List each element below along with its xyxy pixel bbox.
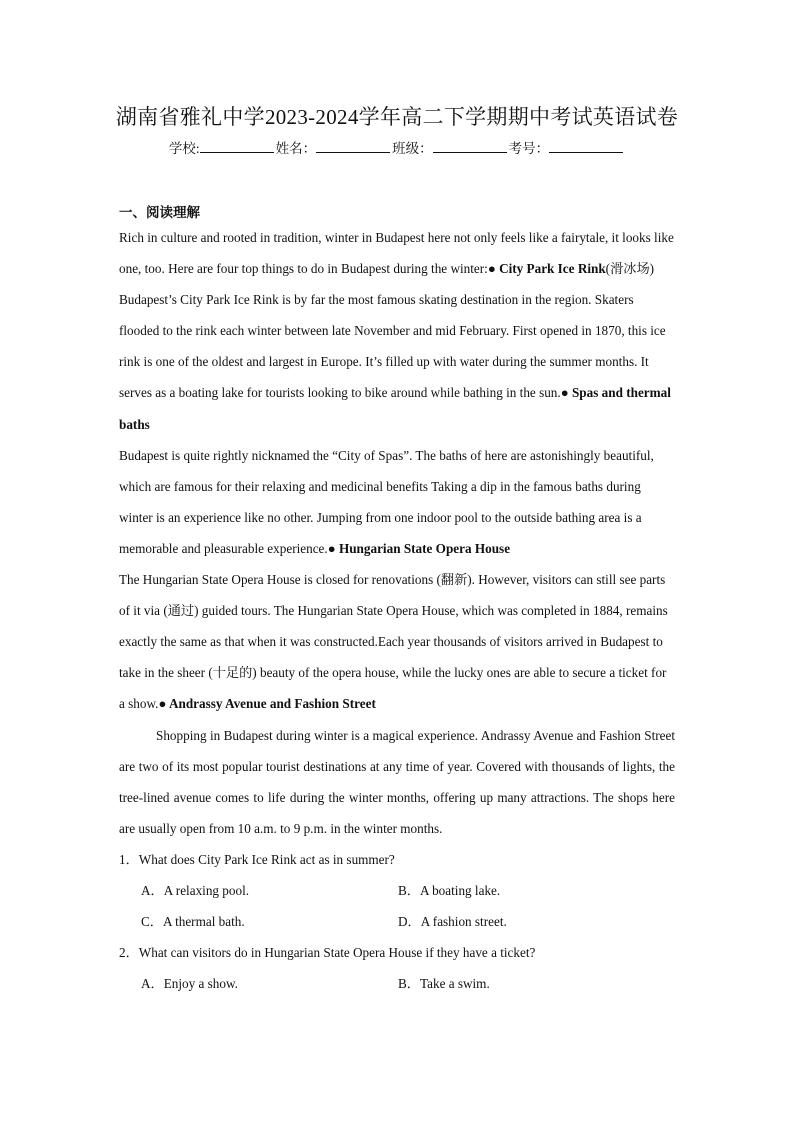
exam-number-label: 考号： — [508, 141, 550, 156]
school-label: 学校: — [168, 141, 200, 156]
question-1-options-row-1 — [119, 875, 675, 906]
passage-paragraph-3 — [119, 564, 675, 719]
question-2-option-a[interactable]: A．Enjoy a show. — [141, 976, 238, 992]
page-title: 湖南省雅礼中学2023-2024学年高二下学期期中考试英语试卷 — [115, 105, 679, 129]
passage-paragraph-4: Shopping in Budapest during winter is a magical experience. Andrassy Avenue and Fashion Street are two of its most popular tourist destinations at any time of year. Covered with thousands of lights, the tree-lined avenue comes to life during the winter months, offering up many attractions. The shops here are usually open from 10 a.m. to 9 p.m. in the winter months. — [119, 727, 675, 836]
exam-number-blank[interactable] — [549, 139, 623, 153]
name-blank[interactable] — [316, 139, 390, 153]
passage-paragraph-1 — [119, 284, 675, 439]
paragraph-opera: The Hungarian State Opera House is closed for renovations (翻新). However, visitors can still see parts of it via (通过) guided tours. The Hungarian State Opera House, which was completed in 1884, remains exactly the same as that when it was constructed.Each year thousands of visitors arrived in Budapest to take in the sheer (十足的) beauty of the opera house, while the lucky ones are able to secure a ticket for a show. — [119, 572, 668, 712]
question-2-options-row-1 — [119, 968, 675, 999]
name-label: 姓名： — [275, 141, 317, 156]
student-info-line — [0, 137, 794, 157]
heading-opera-house: ● Hungarian State Opera House — [327, 540, 511, 556]
question-1-stem: 1．What does City Park Ice Rink act as in summer? — [119, 851, 395, 867]
question-1-option-d[interactable]: D．A fashion street. — [398, 914, 507, 930]
school-blank[interactable] — [200, 139, 274, 153]
paragraph-spas: Budapest is quite rightly nicknamed the “City of Spas”. The baths of here are astonishingly beautiful, which are famous for their relaxing and medicinal benefits Taking a dip in the famous baths during winter is an experience like no other. Jumping from one indoor pool to the outside bathing area is a memorable and pleasurable experience. — [119, 447, 654, 556]
question-2-option-b[interactable]: B．Take a swim. — [398, 976, 490, 992]
question-1-option-b[interactable]: B．A boating lake. — [398, 882, 501, 898]
section-heading: 一、阅读理解 — [119, 205, 200, 220]
question-1-option-a[interactable]: A．A relaxing pool. — [141, 882, 250, 898]
paragraph-ice-rink: Budapest’s City Park Ice Rink is by far the most famous skating destination in the region. Skaters flooded to the rink each winter between late November and mid February. First opened in 1870, this ice rink is one of the oldest and largest in Europe. It’s filled up with water during the summer months. It serves as a boating lake for tourists looking to bike around while bathing in the sun. — [119, 292, 666, 401]
passage-paragraph-intro — [119, 222, 675, 284]
heading-spas: ● Spas and thermal baths — [119, 385, 671, 432]
heading-city-park-ice-rink: ● City Park Ice Rink — [487, 261, 606, 277]
question-1-option-c[interactable]: C．A thermal bath. — [141, 914, 245, 930]
question-1-options-row-2 — [119, 906, 675, 937]
question-2-stem: 2．What can visitors do in Hungarian State Opera House if they have a ticket? — [119, 945, 536, 961]
reading-passage — [119, 222, 675, 999]
class-blank[interactable] — [433, 139, 507, 153]
heading-note: (滑冰场) — [605, 261, 655, 277]
intro-text: Rich in culture and rooted in tradition, winter in Budapest here not only feels like a fairytale, it looks like one, too. Here are four top things to do in Budapest during the winter: — [119, 230, 674, 277]
passage-paragraph-2 — [119, 440, 675, 564]
heading-andrassy: ● Andrassy Avenue and Fashion Street — [158, 696, 376, 712]
class-label: 班级： — [392, 141, 433, 156]
